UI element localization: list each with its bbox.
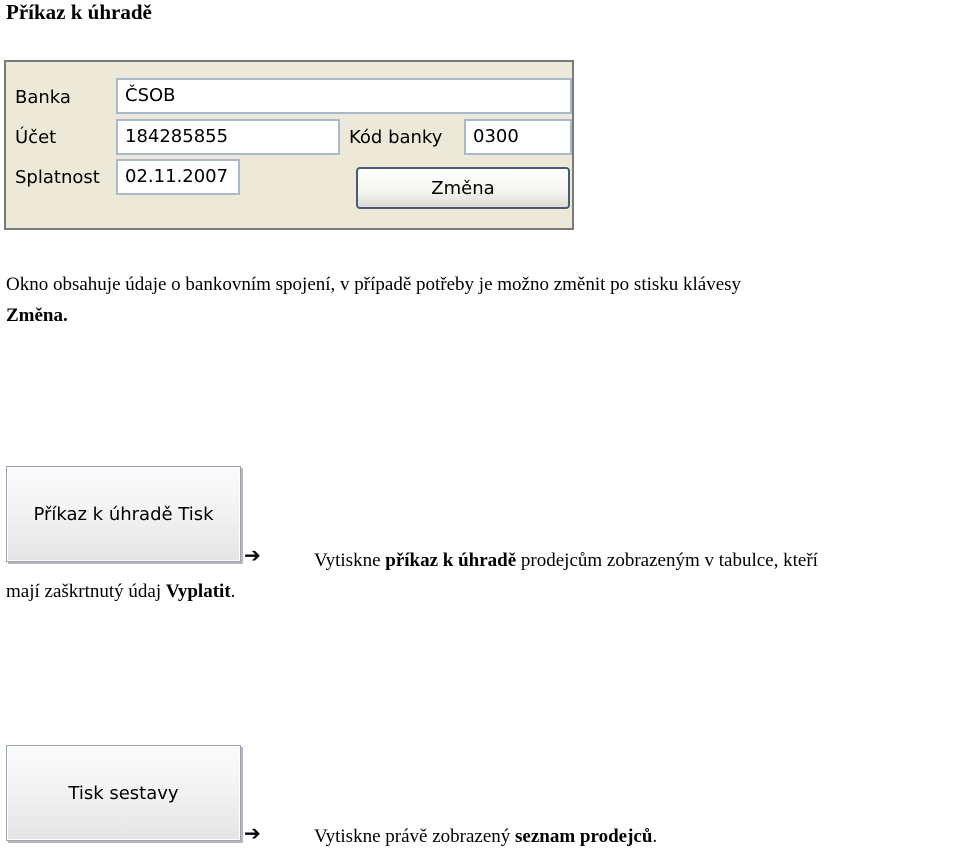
account-field[interactable]: 184285855	[116, 119, 340, 155]
change-button[interactable]: Změna	[356, 167, 570, 209]
arrow-right-icon: ➔	[244, 821, 261, 845]
account-label: Účet	[15, 127, 57, 148]
print-order-description-line1	[314, 545, 818, 576]
due-date-label: Splatnost	[15, 167, 100, 188]
print-order-desc-line2-end: .	[230, 581, 236, 602]
print-order-desc-post: prodejcům zobrazeným v tabulce, kteří	[516, 550, 818, 571]
print-report-button[interactable]: Tisk sestavy	[6, 745, 241, 841]
print-order-description-line2	[6, 576, 235, 607]
print-order-desc-pre: Vytiskne	[314, 550, 386, 571]
print-report-description	[314, 821, 657, 852]
print-order-desc-bold: příkaz k úhradě	[385, 550, 517, 571]
print-order-desc-line2: mají zaškrtnutý údaj	[6, 581, 166, 602]
bank-info-text: Okno obsahuje údaje o bankovním spojení, v případě potřeby je možno změnit po stisku klávesy	[6, 274, 742, 295]
arrow-right-icon: ➔	[244, 543, 261, 567]
bank-info-description	[6, 269, 956, 331]
bank-details-panel	[4, 60, 574, 230]
due-date-field[interactable]: 02.11.2007	[116, 159, 240, 195]
bank-label: Banka	[15, 87, 71, 108]
bank-code-label: Kód banky	[349, 127, 443, 148]
bank-field[interactable]: ČSOB	[116, 78, 572, 114]
print-payment-order-button[interactable]: Příkaz k úhradě Tisk	[6, 466, 241, 562]
page-title: Příkaz k úhradě	[6, 0, 152, 24]
bank-info-key: Změna.	[6, 305, 68, 326]
print-report-desc-bold: seznam prodejců	[515, 826, 653, 847]
print-order-desc-line2-bold: Vyplatit	[165, 581, 231, 602]
bank-code-field[interactable]: 0300	[464, 119, 572, 155]
print-report-desc-end: .	[652, 826, 658, 847]
print-report-desc-pre: Vytiskne právě zobrazený	[314, 826, 516, 847]
